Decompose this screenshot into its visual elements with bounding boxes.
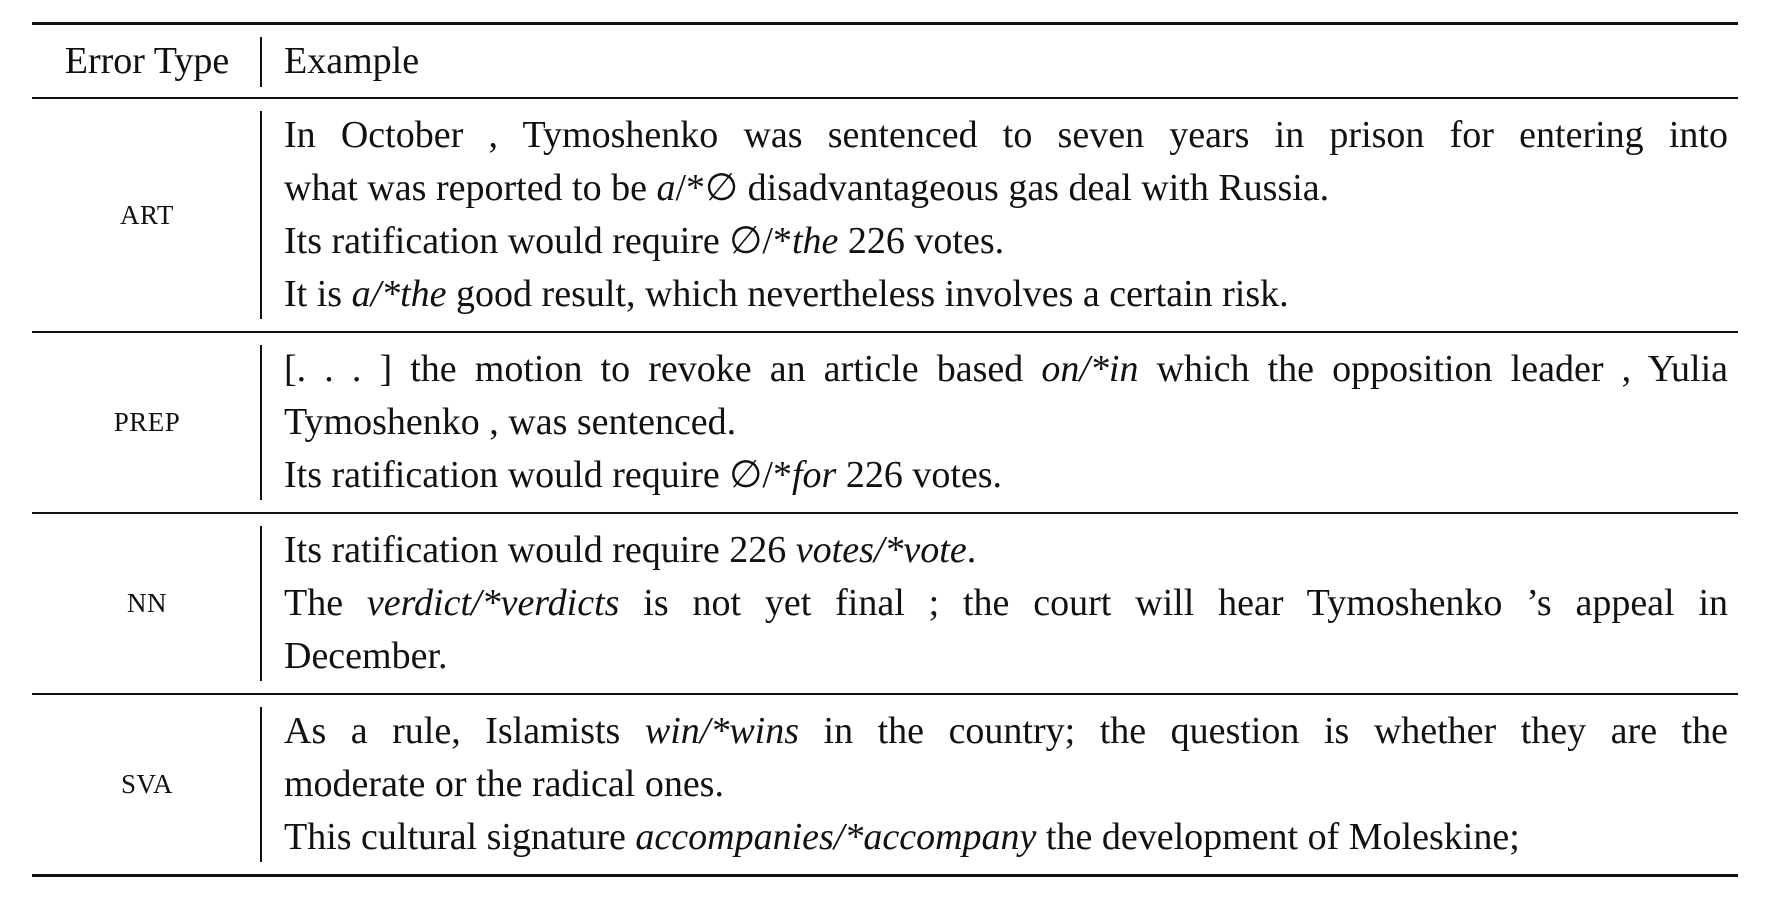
error-correction-text: the [791,220,839,262]
example-cell [262,694,1738,876]
example-line [284,577,1728,630]
error-examples-table [32,22,1738,877]
table-body [32,98,1738,876]
table-row [32,332,1738,513]
example-line [284,343,1728,396]
example-sentence [284,577,1728,683]
example-text: in the country; the question is whether they are the [799,710,1728,752]
example-line [284,396,1728,449]
example-text: This cultural signature [284,816,636,858]
header-example-label: Example [284,40,420,82]
error-correction-text: a/*the [351,273,447,315]
example-cell [262,332,1738,513]
example-text: Its ratification would require 226 [284,529,796,571]
example-text: The [284,582,367,624]
column-divider [260,526,262,681]
example-text: As a rule, Islamists [284,710,645,752]
example-line [284,449,1728,502]
example-line [284,524,1728,577]
example-text: 226 votes. [838,220,1005,262]
error-correction-text: accompanies/*accompany [635,816,1037,858]
header-error-type-label: Error Type [64,40,230,82]
header-example [262,24,1738,99]
error-correction-text: verdict/*verdicts [366,582,620,624]
example-line [284,758,1728,811]
example-text: /*∅ disadvantageous gas deal with Russia. [675,167,1330,209]
error-correction-text: for [791,454,837,496]
example-line [284,215,1728,268]
example-sentence [284,343,1728,449]
example-text: . [966,529,977,571]
error-type-label: PREP [113,407,181,437]
example-text: which the opposition leader , Yulia [1138,348,1728,390]
error-correction-text: win/*wins [644,710,800,752]
error-correction-text: on/*in [1041,348,1139,390]
example-line [284,162,1728,215]
error-correction-text: votes/*vote [795,529,967,571]
example-text: [. . . ] the motion to revoke an article based [284,348,1042,390]
header-error-type [32,24,262,99]
example-line [284,268,1728,321]
example-sentence [284,215,1728,268]
column-divider [260,345,262,500]
error-type-cell [32,98,262,332]
example-sentence [284,705,1728,811]
table-header-row [32,24,1738,99]
table-row [32,513,1738,694]
example-text: In October , Tymoshenko was sentenced to seven years in prison for entering into [284,114,1728,156]
example-line [284,705,1728,758]
column-divider [260,111,262,319]
example-cell [262,98,1738,332]
example-sentence [284,109,1728,215]
example-text: what was reported to be [284,167,657,209]
example-text: Its ratification would require ∅/* [284,454,792,496]
example-sentence [284,268,1728,321]
example-cell [262,513,1738,694]
error-type-label: SVA [120,769,174,799]
error-type-cell [32,694,262,876]
example-text: 226 votes. [836,454,1003,496]
example-text: the development of Moleskine; [1036,816,1520,858]
example-text: Its ratification would require ∅/* [284,220,792,262]
example-text: moderate or the radical ones. [284,763,724,805]
error-type-cell [32,332,262,513]
error-type-label: ART [120,199,174,230]
column-divider [260,37,262,87]
example-text: is not yet final ; the court will hear Tymoshenko ’s appeal in [619,582,1729,624]
table-row [32,694,1738,876]
error-correction-text: a [656,167,676,209]
example-sentence [284,811,1728,864]
example-sentence [284,524,1728,577]
table-row [32,98,1738,332]
example-line [284,109,1728,162]
column-divider [260,707,262,862]
example-text: Tymoshenko , was sentenced. [284,401,737,443]
example-text: It is [284,273,352,315]
example-text: good result, which nevertheless involves a certain risk. [446,273,1289,315]
example-line [284,630,1728,683]
example-sentence [284,449,1728,502]
error-type-label: NN [127,588,167,618]
example-text: December. [284,635,448,677]
error-type-cell [32,513,262,694]
example-line [284,811,1728,864]
